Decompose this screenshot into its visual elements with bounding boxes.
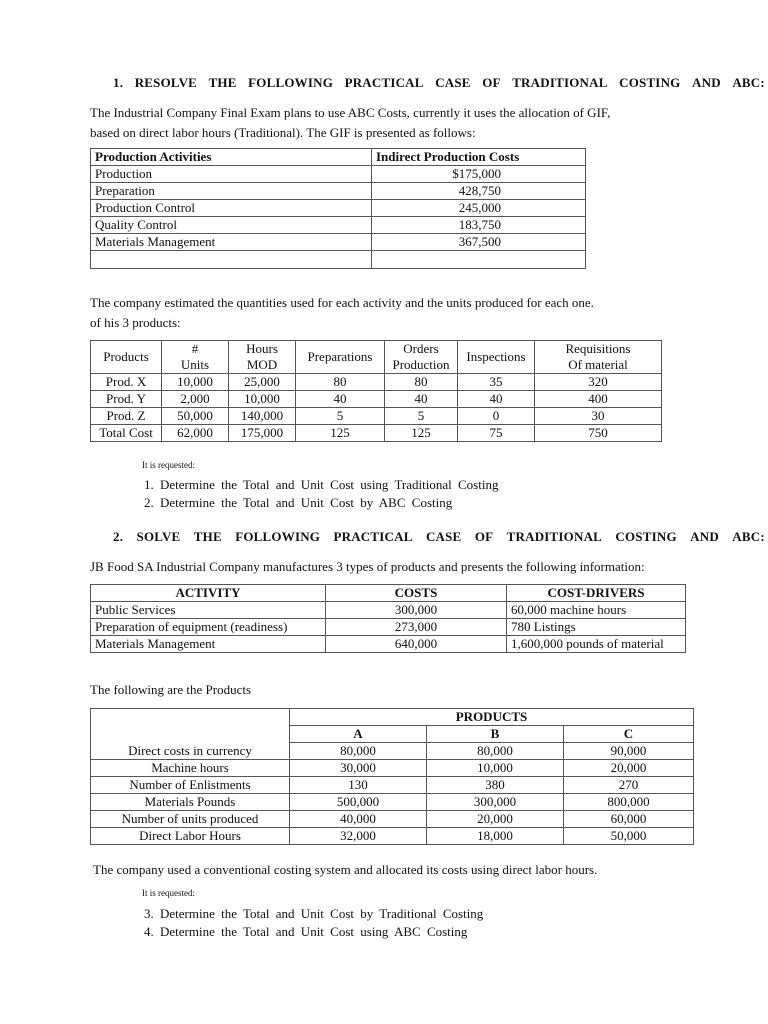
cell: 125 (385, 425, 458, 442)
cell: 270 (564, 777, 694, 794)
q2-products-table (90, 708, 694, 845)
q2-heading (113, 529, 765, 545)
cell: 20,000 (564, 760, 694, 777)
col-activity: ACTIVITY (91, 585, 326, 602)
col-costs: COSTS (326, 585, 507, 602)
cell: 2,000 (162, 391, 229, 408)
col-hours-bottom: MOD (229, 357, 296, 374)
q1-heading-word: RESOLVE (134, 75, 198, 90)
gif-cost: 428,750 (372, 183, 586, 200)
cell: 0 (458, 408, 535, 425)
q1-heading-word: ABC: (732, 75, 765, 90)
col-hours-top: Hours (229, 341, 296, 358)
table-row (91, 828, 694, 845)
table-row (91, 166, 586, 183)
gif-table (90, 148, 586, 269)
cell: 10,000 (427, 760, 564, 777)
cell: 5 (296, 408, 385, 425)
cell: Prod. Z (91, 408, 162, 425)
cell: 50,000 (162, 408, 229, 425)
cell: Materials Management (91, 636, 326, 653)
cell: Prod. Y (91, 391, 162, 408)
gif-header-activity: Production Activities (91, 149, 372, 166)
q1-heading-word: FOLLOWING (248, 75, 334, 90)
cell: 32,000 (290, 828, 427, 845)
cell: 75 (458, 425, 535, 442)
table-row (91, 811, 694, 828)
list-item: 2. Determine the Total and Unit Cost by ABC Costing (144, 495, 453, 510)
q1-heading-word: COSTING (619, 75, 681, 90)
cell: 50,000 (564, 828, 694, 845)
cell: 175,000 (229, 425, 296, 442)
col-a: A (290, 726, 427, 743)
table-row (91, 760, 694, 777)
q2-products-group-header (91, 709, 694, 726)
gif-activity: Materials Management (91, 234, 372, 251)
cell: Prod. X (91, 374, 162, 391)
cell: 400 (535, 391, 662, 408)
products-corner (91, 709, 290, 743)
cell: 25,000 (229, 374, 296, 391)
q2-conventional-note: The company used a conventional costing system and allocated its costs using direct labor hours. (93, 862, 598, 877)
table-row (91, 183, 586, 200)
cell: 320 (535, 374, 662, 391)
row-label: Machine hours (91, 760, 290, 777)
cell: 18,000 (427, 828, 564, 845)
cell: 40 (296, 391, 385, 408)
gif-activity: Preparation (91, 183, 372, 200)
table-row (91, 251, 586, 269)
cell: 60,000 machine hours (507, 602, 686, 619)
q2-heading-word: TRADITIONAL (506, 529, 603, 544)
q1-estimate (90, 294, 594, 331)
q2-heading-word: 2. (113, 529, 124, 544)
cell: 300,000 (427, 794, 564, 811)
q1-heading-word: CASE (435, 75, 471, 90)
q1-requests (144, 476, 498, 512)
col-requisitions-bottom: Of material (535, 357, 662, 374)
cell: 125 (296, 425, 385, 442)
table-row (91, 234, 586, 251)
q2-heading-word: COSTING (615, 529, 677, 544)
table-row (91, 636, 686, 653)
q1-heading (113, 75, 765, 91)
cell: 30,000 (290, 760, 427, 777)
cell: 380 (427, 777, 564, 794)
list-item: 4. Determine the Total and Unit Cost using ABC Costing (144, 924, 468, 939)
col-products-group: PRODUCTS (290, 709, 694, 726)
cell: 130 (290, 777, 427, 794)
q2-products-intro: The following are the Products (90, 682, 252, 697)
q1-heading-word: OF (482, 75, 501, 90)
cell: 5 (385, 408, 458, 425)
table-row (91, 408, 662, 425)
q2-requests (144, 905, 483, 941)
gif-table-header (91, 149, 586, 166)
gif-activity: Production (91, 166, 372, 183)
list-item: 1. Determine the Total and Unit Cost using Traditional Costing (144, 477, 499, 492)
table-row (91, 794, 694, 811)
cell: 10,000 (162, 374, 229, 391)
gif-cost (372, 251, 586, 269)
q1-requested-label: It is requested: (142, 460, 195, 470)
cell: 62,000 (162, 425, 229, 442)
q1-intro (90, 104, 610, 141)
cell: Public Services (91, 602, 326, 619)
cell: 10,000 (229, 391, 296, 408)
cell: 750 (535, 425, 662, 442)
row-label: Number of units produced (91, 811, 290, 828)
cell: 90,000 (564, 743, 694, 760)
table-row (91, 602, 686, 619)
cell: 273,000 (326, 619, 507, 636)
gif-activity: Quality Control (91, 217, 372, 234)
cell: 80,000 (290, 743, 427, 760)
q1-heading-word: 1. (113, 75, 124, 90)
col-c: C (564, 726, 694, 743)
q2-heading-word: PRACTICAL (333, 529, 413, 544)
q2-heading-word: SOLVE (136, 529, 181, 544)
table-row (91, 619, 686, 636)
q2-heading-word: OF (474, 529, 494, 544)
cell: 80,000 (427, 743, 564, 760)
q2-heading-word: AND (690, 529, 719, 544)
col-products: Products (91, 341, 162, 374)
activity-table (90, 584, 686, 653)
gif-activity (91, 251, 372, 269)
table-row (91, 425, 662, 442)
cell: 300,000 (326, 602, 507, 619)
q2-intro: JB Food SA Industrial Company manufactures 3 types of products and presents the following information: (90, 559, 645, 574)
table-row (91, 777, 694, 794)
gif-cost: $175,000 (372, 166, 586, 183)
q1-products-header-top (91, 341, 662, 358)
cell: 40 (458, 391, 535, 408)
q2-heading-word: FOLLOWING (235, 529, 321, 544)
gif-cost: 245,000 (372, 200, 586, 217)
list-item: 3. Determine the Total and Unit Cost by Traditional Costing (144, 906, 484, 921)
col-units-top: # (162, 341, 229, 358)
col-orders-bottom: Production (385, 357, 458, 374)
table-row (91, 374, 662, 391)
cell: 80 (296, 374, 385, 391)
cell: 1,600,000 pounds of material (507, 636, 686, 653)
col-requisitions-top: Requisitions (535, 341, 662, 358)
activity-table-header (91, 585, 686, 602)
q1-intro-line: The Industrial Company Final Exam plans to use ABC Costs, currently it uses the allocation of GIF, (90, 105, 611, 120)
cell: 800,000 (564, 794, 694, 811)
q1-estimate-line: The company estimated the quantities used for each activity and the units produced for each one. (90, 295, 594, 310)
col-orders-top: Orders (385, 341, 458, 358)
cell: 40,000 (290, 811, 427, 828)
cell: 140,000 (229, 408, 296, 425)
row-label: Number of Enlistments (91, 777, 290, 794)
table-row (91, 217, 586, 234)
table-row (91, 743, 694, 760)
cell: 40 (385, 391, 458, 408)
cell: 35 (458, 374, 535, 391)
cell: 30 (535, 408, 662, 425)
gif-cost: 367,500 (372, 234, 586, 251)
q1-heading-word: AND (692, 75, 721, 90)
cell: 60,000 (564, 811, 694, 828)
cell: 20,000 (427, 811, 564, 828)
q2-requested-label: It is requested: (142, 888, 195, 898)
row-label: Direct Labor Hours (91, 828, 290, 845)
col-preparations: Preparations (296, 341, 385, 374)
cell: 500,000 (290, 794, 427, 811)
cell: 780 Listings (507, 619, 686, 636)
cell: Total Cost (91, 425, 162, 442)
q1-heading-word: THE (208, 75, 237, 90)
q2-heading-word: ABC: (732, 529, 765, 544)
q1-heading-word: PRACTICAL (344, 75, 424, 90)
cell: 640,000 (326, 636, 507, 653)
gif-cost: 183,750 (372, 217, 586, 234)
table-row (91, 391, 662, 408)
row-label: Materials Pounds (91, 794, 290, 811)
q1-heading-word: TRADITIONAL (512, 75, 608, 90)
row-label: Direct costs in currency (91, 743, 290, 760)
col-cost-drivers: COST-DRIVERS (507, 585, 686, 602)
q2-heading-word: THE (193, 529, 222, 544)
q1-products-table (90, 340, 662, 442)
cell: 80 (385, 374, 458, 391)
cell: Preparation of equipment (readiness) (91, 619, 326, 636)
col-inspections: Inspections (458, 341, 535, 374)
q1-estimate-line: of his 3 products: (90, 315, 181, 330)
col-b: B (427, 726, 564, 743)
gif-header-cost: Indirect Production Costs (372, 149, 586, 166)
q2-heading-word: CASE (425, 529, 462, 544)
q1-intro-line: based on direct labor hours (Traditional). The GIF is presented as follows: (90, 125, 476, 140)
table-row (91, 200, 586, 217)
col-units-bottom: Units (162, 357, 229, 374)
gif-activity: Production Control (91, 200, 372, 217)
